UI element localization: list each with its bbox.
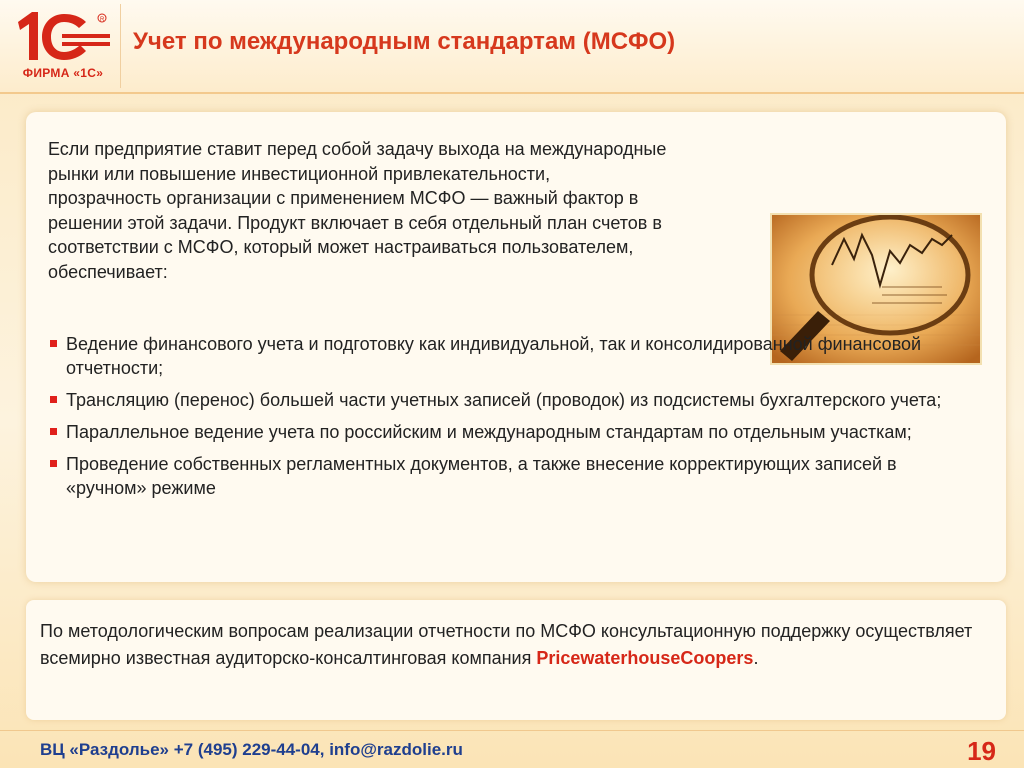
footer-contact: ВЦ «Раздолье» +7 (495) 229-44-04, info@razdolie.ru [40, 740, 463, 759]
slide-title: Учет по международным стандартам (МСФО) [133, 28, 676, 55]
company-name: PricewaterhouseCoopers [536, 648, 754, 668]
logo-caption: ФИРМА «1С» [22, 66, 104, 80]
feature-list [48, 332, 948, 508]
bullet-square-icon [50, 428, 57, 435]
svg-text:R: R [100, 17, 105, 23]
slide-header [0, 0, 1024, 94]
intro-paragraph: Если предприятие ставит перед собой задачу выхода на международные рынки или повышение инвестиционной привлекательности, прозрачность организации с применением МСФО — важный фактор в решении этой задачи. Продукт включает в себя отдельный план счетов в соответствии с МСФО, который может настраиваться пользователем, обеспечивает: [48, 139, 667, 282]
header-divider [120, 4, 121, 88]
list-item-text: Трансляцию (перенос) большей части учетных записей (проводок) из подсистемы бухгалтерского учета; [66, 390, 942, 410]
bullet-square-icon [50, 340, 57, 347]
list-item-text: Параллельное ведение учета по российским и международным стандартам по отдельным участкам; [66, 422, 912, 442]
list-item [48, 420, 948, 444]
list-item [48, 388, 948, 412]
page-number: 19 [967, 736, 996, 766]
note-end: . [753, 648, 759, 668]
list-item-text: Ведение финансового учета и подготовку как индивидуальной, так и консолидированной финансовой отчетности; [66, 334, 922, 378]
1c-logo [8, 8, 118, 84]
bullet-square-icon [50, 396, 57, 403]
note-text: По методологическим вопросам реализации отчетности по МСФО консультационную поддержку осуществляет всемирно известная аудиторско-консалтинговая компания [40, 621, 973, 668]
list-item [48, 452, 948, 500]
bullet-square-icon [50, 460, 57, 467]
list-item-text: Проведение собственных регламентных документов, а также внесение корректирующих записей в «ручном» режиме [66, 454, 897, 498]
1c-logo-mark [8, 8, 118, 66]
list-item [48, 332, 948, 380]
consulting-note [40, 618, 980, 672]
footer-divider [0, 730, 1024, 731]
